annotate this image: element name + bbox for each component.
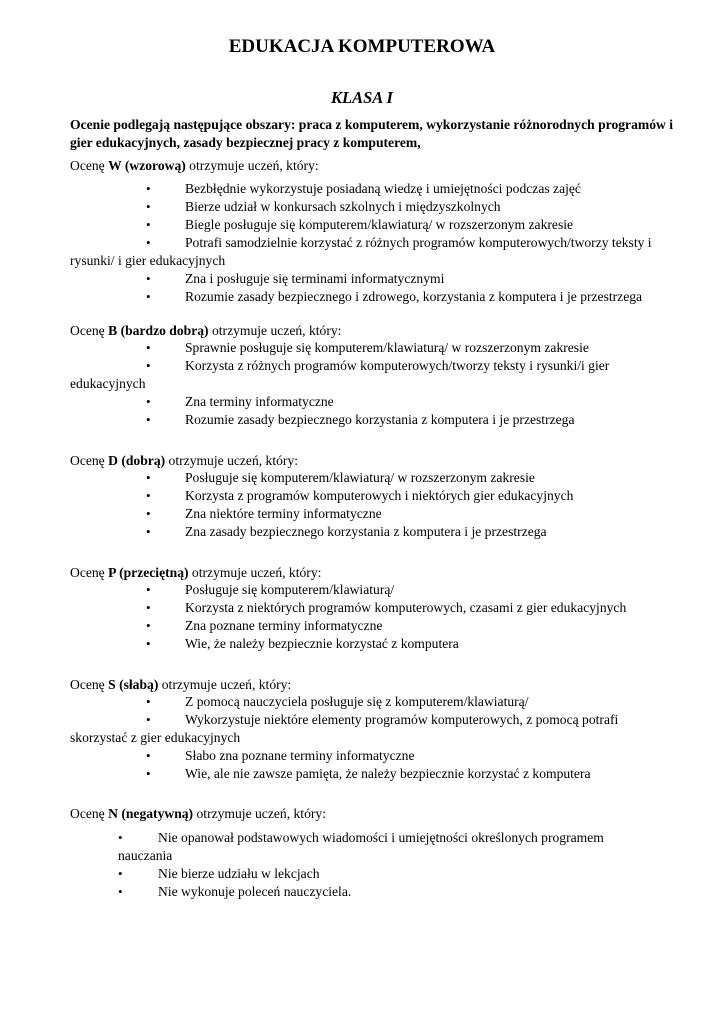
list-item-text: Rozumie zasady bezpiecznego korzystania z komputera i je przestrzega: [185, 412, 575, 427]
list-item-text: Z pomocą nauczyciela posługuje się z komputerem/klawiaturą/: [185, 694, 529, 709]
list-item-text: Zna i posługuje się terminami informatycznymi: [185, 271, 445, 286]
bullet-icon: •: [146, 766, 151, 781]
list-item: [70, 411, 640, 429]
bullet-icon: •: [146, 582, 151, 597]
grade-heading-suffix: otrzymuje uczeń, który:: [185, 158, 319, 173]
grade-name: S (słabą): [108, 677, 159, 692]
list-item: [70, 180, 690, 198]
bullet-icon: •: [146, 199, 151, 214]
bullet-icon: •: [146, 235, 151, 250]
bullet-icon: •: [146, 506, 151, 521]
bullet-icon: •: [146, 636, 151, 651]
list-item-text: Posługuje się komputerem/klawiaturą/: [185, 582, 395, 597]
list-item: [70, 747, 640, 765]
bullet-icon: •: [118, 884, 123, 899]
list-item-text: Korzysta z programów komputerowych i niektórych gier edukacyjnych: [185, 488, 574, 503]
bullet-icon: •: [146, 618, 151, 633]
bullet-icon: •: [146, 748, 151, 763]
bullet-icon: •: [146, 181, 151, 196]
grade-heading-prefix: Ocenę: [70, 806, 109, 821]
grade-heading-suffix: otrzymuje uczeń, który:: [193, 806, 326, 821]
list-item-text: Wykorzystuje niektóre elementy programów komputerowych, z pomocą potrafi skorzystać z gier edukacyjnych: [70, 712, 619, 745]
grade-heading-suffix: otrzymuje uczeń, który:: [165, 453, 299, 468]
list-item-text: Biegle posługuje się komputerem/klawiaturą/ w rozszerzonym zakresie: [185, 217, 574, 232]
list-item-text: Sprawnie posługuje się komputerem/klawiaturą/ w rozszerzonym zakresie: [185, 340, 589, 355]
bullet-icon: •: [146, 600, 151, 615]
grade-name: B (bardzo dobrą): [108, 323, 209, 338]
list-item-text: Nie wykonuje poleceń nauczyciela.: [158, 884, 352, 899]
list-item-text: Posługuje się komputerem/klawiaturą/ w rozszerzonym zakresie: [185, 470, 535, 485]
bullet-icon: •: [118, 866, 123, 881]
list-item: [70, 693, 640, 711]
list-item-text: Nie opanował podstawowych wiadomości i umiejętności określonych programem nauczania: [118, 830, 604, 863]
grade-heading-suffix: otrzymuje uczeń, który:: [158, 677, 292, 692]
list-item-text: Zna terminy informatyczne: [185, 394, 334, 409]
list-item: [118, 883, 658, 901]
list-item: [70, 599, 640, 617]
bullet-icon: •: [146, 694, 151, 709]
grade-heading-prefix: Ocenę: [70, 323, 109, 338]
list-item: [70, 523, 640, 541]
grade-heading: [70, 452, 298, 470]
grade-name: W (wzorową): [108, 158, 186, 173]
intro-paragraph: Ocenie podlegają następujące obszary: praca z komputerem, wykorzystanie różnorodnych programów i gier edukacyjnych, zasady bezpiecznej pracy z komputerem,: [70, 117, 673, 150]
bullet-icon: •: [118, 830, 123, 845]
grade-heading: [70, 564, 321, 582]
bullet-icon: •: [146, 524, 151, 539]
bullet-icon: •: [146, 470, 151, 485]
list-item-text: Zna niektóre terminy informatyczne: [185, 506, 382, 521]
list-item-text: Nie bierze udziału w lekcjach: [158, 866, 320, 881]
list-item-text: Potrafi samodzielnie korzystać z różnych programów komputerowych/tworzy teksty i rysunki/ i gier edukacyjnych: [70, 235, 652, 268]
list-item: [70, 617, 640, 635]
list-item-text: Wie, że należy bezpiecznie korzystać z komputera: [185, 636, 459, 651]
list-item-text: Zna poznane terminy informatyczne: [185, 618, 383, 633]
list-item: [118, 829, 658, 864]
bullet-icon: •: [146, 358, 151, 373]
grade-heading-prefix: Ocenę: [70, 677, 109, 692]
grade-heading-suffix: otrzymuje uczeń, który:: [188, 565, 322, 580]
bullet-icon: •: [146, 394, 151, 409]
list-item: [70, 339, 640, 357]
grade-name: D (dobrą): [108, 453, 166, 468]
list-item-text: Bezbłędnie wykorzystuje posiadaną wiedzę i umiejętności podczas zajęć: [185, 181, 581, 196]
list-item: [70, 216, 690, 234]
grade-name: N (negatywną): [108, 806, 194, 821]
list-item: [70, 765, 640, 783]
grade-name: P (przeciętną): [108, 565, 189, 580]
bullet-icon: •: [146, 412, 151, 427]
bullet-icon: •: [146, 488, 151, 503]
list-item: [70, 198, 690, 216]
grade-heading: [70, 676, 291, 694]
bullet-icon: •: [146, 271, 151, 286]
bullet-icon: •: [146, 712, 151, 727]
list-item-text: Słabo zna poznane terminy informatyczne: [185, 748, 415, 763]
list-item: [118, 865, 658, 883]
grade-heading-suffix: otrzymuje uczeń, który:: [208, 323, 342, 338]
list-item-text: Bierze udział w konkursach szkolnych i międzyszkolnych: [185, 199, 501, 214]
list-item: [70, 288, 690, 306]
grade-heading: [70, 322, 341, 340]
list-item: [70, 357, 640, 392]
bullet-icon: •: [146, 340, 151, 355]
list-item: [70, 505, 640, 523]
list-item-text: Wie, ale nie zawsze pamięta, że należy bezpiecznie korzystać z komputera: [185, 766, 591, 781]
grade-heading-prefix: Ocenę: [70, 158, 109, 173]
page-title: EDUKACJA KOMPUTEROWA: [228, 36, 496, 57]
list-item-text: Korzysta z niektórych programów komputerowych, czasami z gier edukacyjnych: [185, 600, 627, 615]
list-item: [70, 270, 690, 288]
list-item: [70, 581, 640, 599]
list-item-text: Zna zasady bezpiecznego korzystania z komputera i je przestrzega: [185, 524, 547, 539]
list-item: [70, 393, 640, 411]
list-item-text: Korzysta z różnych programów komputerowych/tworzy teksty i rysunki/i gier edukacyjnych: [70, 358, 610, 391]
list-item: [70, 635, 640, 653]
list-item: [70, 487, 640, 505]
grade-heading-prefix: Ocenę: [70, 565, 109, 580]
grade-heading: [70, 805, 326, 823]
bullet-icon: •: [146, 217, 151, 232]
list-item: [70, 711, 640, 746]
list-item-text: Rozumie zasady bezpiecznego i zdrowego, korzystania z komputera i je przestrzega: [185, 289, 643, 304]
grade-heading: [70, 157, 319, 175]
bullet-icon: •: [146, 289, 151, 304]
list-item: [70, 234, 690, 269]
class-heading: KLASA I: [331, 88, 393, 107]
list-item: [70, 469, 640, 487]
grade-heading-prefix: Ocenę: [70, 453, 109, 468]
